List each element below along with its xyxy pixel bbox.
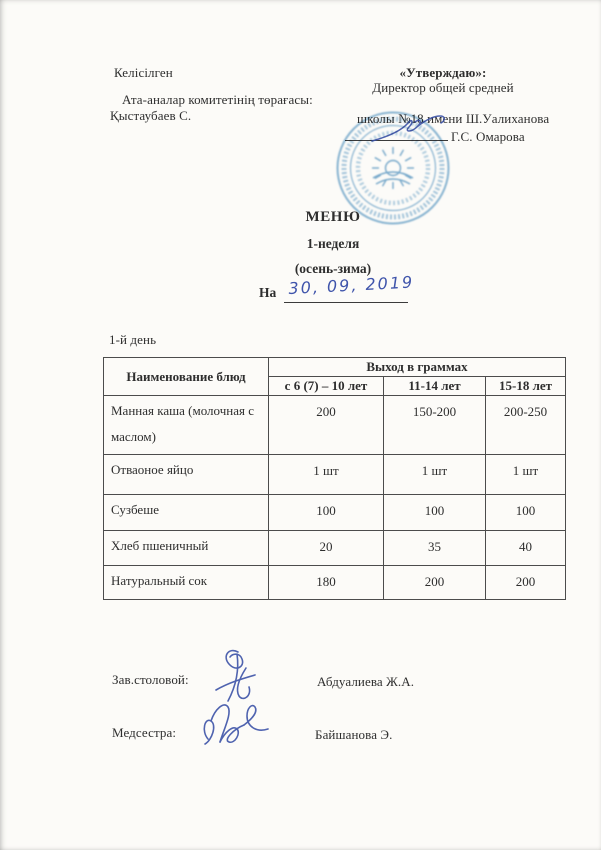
nurse-name: Байшанова Э. xyxy=(315,727,393,742)
column-header-dishes: Наименование блюд xyxy=(104,358,269,396)
approve-label: «Утверждаю»: xyxy=(399,65,487,80)
season-label: (осень-зима) xyxy=(294,261,372,276)
portion-value: 100 xyxy=(384,495,486,531)
portion-value: 100 xyxy=(269,495,384,531)
portion-value: 200-250 xyxy=(486,396,566,455)
column-header-group: Выход в граммах xyxy=(269,358,566,377)
portion-value: 1 шт xyxy=(269,455,384,495)
column-header-age-3: 15-18 лет xyxy=(486,377,566,396)
director-title-line2: школы №18 имени Ш.Уалиханова xyxy=(357,111,550,126)
portion-value: 200 xyxy=(384,566,486,600)
dish-name: Хлеб пшеничный xyxy=(104,531,269,566)
week-label: 1-неделя xyxy=(306,236,360,251)
portion-value: 1 шт xyxy=(486,455,566,495)
table-row xyxy=(104,495,566,531)
dish-name: Натуральный сок xyxy=(104,566,269,600)
document-title: МЕНЮ xyxy=(305,209,361,225)
table-row xyxy=(104,531,566,566)
table-row xyxy=(104,566,566,600)
portion-value: 200 xyxy=(486,566,566,600)
portion-value: 200 xyxy=(269,396,384,455)
dish-name: Отваоное яйцо xyxy=(104,455,269,495)
date-prefix-label: На xyxy=(259,285,277,300)
director-title-line1: Директор общей средней xyxy=(372,80,514,95)
portion-value: 180 xyxy=(269,566,384,600)
canteen-manager-signature-ink xyxy=(204,646,266,706)
menu-table xyxy=(103,357,566,600)
column-header-age-1: с 6 (7) – 10 лет xyxy=(269,377,384,396)
agreed-label: Келісілген xyxy=(114,65,173,80)
table-row xyxy=(104,455,566,495)
handwritten-date: 30, 09, 2019 xyxy=(288,272,415,298)
portion-value: 100 xyxy=(486,495,566,531)
nurse-signature-ink xyxy=(197,699,275,751)
parents-committee-label: Ата-аналар комитетінің төрағасы: xyxy=(122,92,313,107)
portion-value: 40 xyxy=(486,531,566,566)
dish-name: Сузбеше xyxy=(104,495,269,531)
canteen-manager-label: Зав.столовой: xyxy=(112,672,189,687)
canteen-manager-name: Абдуалиева Ж.А. xyxy=(317,674,415,689)
portion-value: 150-200 xyxy=(384,396,486,455)
column-header-age-2: 11-14 лет xyxy=(384,377,486,396)
day-label: 1-й день xyxy=(109,332,157,347)
director-name: Г.С. Омарова xyxy=(451,129,525,144)
portion-value: 35 xyxy=(384,531,486,566)
portion-value: 1 шт xyxy=(384,455,486,495)
nurse-label: Медсестра: xyxy=(112,725,177,740)
dish-name: Манная каша (молочная с маслом) xyxy=(104,396,269,455)
portion-value: 20 xyxy=(269,531,384,566)
table-row xyxy=(104,396,566,455)
committee-chairman-name: Қыстаубаев С. xyxy=(110,108,192,123)
